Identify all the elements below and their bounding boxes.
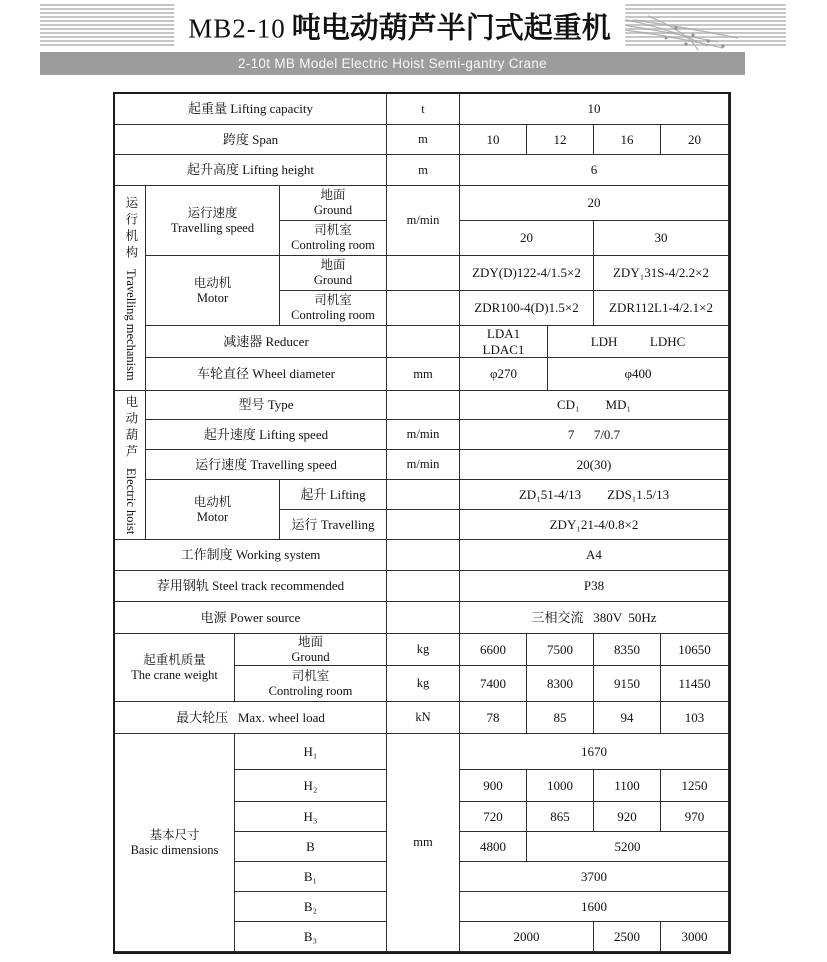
crane-weight-label-en: The crane weight — [131, 667, 218, 682]
crane-weight-ground-value-1: 6600 — [460, 634, 527, 666]
crane-weight-ground-label — [235, 634, 387, 666]
wheel-diameter-label: 车轮直径 Wheel diameter — [146, 358, 387, 391]
crane-weight-room-unit: kg — [387, 666, 460, 702]
crane-weight-ground-unit: kg — [387, 634, 460, 666]
hoist-lifting-speed-value: 7 7/0.7 — [460, 420, 729, 450]
power-source-label: 电源 Power source — [115, 602, 387, 634]
travel-motor-ground-value-right: ZDY₁31S-4/2.2×2 — [594, 256, 729, 291]
travelling-speed-room-label — [280, 221, 387, 256]
max-wheel-load-value-2: 85 — [527, 702, 594, 734]
ground-label-cn: 地面 — [297, 634, 323, 649]
travel-motor-label-cn: 电动机 — [193, 275, 232, 290]
span-label: 跨度 Span — [115, 125, 387, 155]
dim-b-value-right: 5200 — [527, 832, 729, 862]
ground-label-en: Ground — [291, 649, 330, 664]
ground-label-en: Ground — [313, 273, 353, 287]
span-value-12: 12 — [527, 125, 594, 155]
max-wheel-load-value-3: 94 — [594, 702, 661, 734]
wheel-diameter-value-right: φ400 — [548, 358, 729, 391]
reducer-value-left: LDA1 LDAC1 — [460, 326, 548, 358]
title-chinese-text: 吨电动葫芦半门式起重机 — [291, 12, 611, 45]
dim-h1-value: 1670 — [460, 734, 729, 770]
crane-weight-room-value-4: 11450 — [661, 666, 729, 702]
hoist-travelling-speed-unit: m/min — [387, 450, 460, 480]
travel-motor-room-label — [280, 291, 387, 326]
dim-b1-value: 3700 — [460, 862, 729, 892]
dim-h3-value-1: 720 — [460, 802, 527, 832]
travelling-speed-ground-value: 20 — [460, 186, 729, 221]
travelling-speed-label-en: Travelling speed — [170, 220, 255, 235]
hoist-lifting-speed-unit: m/min — [387, 420, 460, 450]
travel-motor-ground-label — [280, 256, 387, 291]
header-stripe-band — [40, 4, 786, 48]
ground-label-cn: 地面 — [320, 188, 346, 203]
hoist-type-label: 型号 Type — [146, 391, 387, 420]
section-electric-hoist — [115, 391, 146, 540]
crane-weight-room-value-2: 8300 — [527, 666, 594, 702]
dim-h2-value-4: 1250 — [661, 770, 729, 802]
travelling-speed-label — [146, 186, 280, 256]
lifting-height-unit: m — [387, 155, 460, 186]
wheel-diameter-value-left: φ270 — [460, 358, 548, 391]
hoist-motor-label — [146, 480, 280, 540]
hoist-motor-travelling-value: ZDY₁21-4/0.8×2 — [460, 510, 729, 540]
hoist-motor-label-en: Motor — [196, 509, 229, 524]
travel-motor-label — [146, 256, 280, 326]
ground-label-en: Ground — [313, 203, 353, 217]
travelling-speed-label-cn: 运行速度 — [187, 205, 238, 220]
crane-weight-label-cn: 起重机质量 — [143, 652, 206, 667]
dim-b3-value-left: 2000 — [460, 922, 594, 952]
power-source-unit — [387, 602, 460, 634]
dim-b3-value-mid: 2500 — [594, 922, 661, 952]
crane-weight-ground-value-4: 10650 — [661, 634, 729, 666]
steel-track-unit — [387, 571, 460, 602]
controling-room-label-en: Controling room — [268, 683, 353, 698]
power-source-value: 三相交流 380V 50Hz — [460, 602, 729, 634]
crane-weight-ground-value-2: 7500 — [527, 634, 594, 666]
travelling-speed-room-value-left: 20 — [460, 221, 594, 256]
travel-motor-ground-unit — [387, 256, 460, 291]
hoist-motor-label-cn: 电动机 — [193, 494, 232, 509]
crane-weight-ground-value-3: 8350 — [594, 634, 661, 666]
working-system-value: A4 — [460, 540, 729, 571]
crane-weight-label — [115, 634, 235, 702]
section-travelling-mechanism-en: Travelling mechanism — [123, 268, 138, 381]
travel-motor-room-value-right: ZDR112L1-4/2.1×2 — [594, 291, 729, 326]
lifting-capacity-unit: t — [387, 94, 460, 125]
hoist-travelling-speed-value: 20(30) — [460, 450, 729, 480]
span-unit: m — [387, 125, 460, 155]
subtitle-bar — [40, 52, 745, 75]
hoist-motor-lifting-label: 起升 Lifting — [280, 480, 387, 510]
dim-b2-value: 1600 — [460, 892, 729, 922]
dim-b-value-left: 4800 — [460, 832, 527, 862]
hoist-travelling-speed-label: 运行速度 Travelling speed — [146, 450, 387, 480]
hoist-lifting-speed-label: 起升速度 Lifting speed — [146, 420, 387, 450]
hoist-motor-travelling-unit — [387, 510, 460, 540]
travelling-speed-unit: m/min — [387, 186, 460, 256]
steel-track-label: 荐用钢轨 Steel track recommended — [115, 571, 387, 602]
crane-weight-room-label — [235, 666, 387, 702]
dim-b1-label: B₁ — [235, 862, 387, 892]
controling-room-label-cn: 司机室 — [291, 668, 330, 683]
travel-motor-ground-value-left: ZDY(D)122-4/1.5×2 — [460, 256, 594, 291]
dim-b3-value-right: 3000 — [661, 922, 729, 952]
max-wheel-load-value-1: 78 — [460, 702, 527, 734]
dim-b3-label: B₃ — [235, 922, 387, 952]
travel-motor-room-unit — [387, 291, 460, 326]
controling-room-label-en: Controling room — [291, 238, 375, 252]
reducer-label: 减速器 Reducer — [146, 326, 387, 358]
basic-dimensions-unit: mm — [387, 734, 460, 952]
max-wheel-load-unit: kN — [387, 702, 460, 734]
controling-room-label-cn: 司机室 — [314, 223, 352, 238]
lifting-capacity-label: 起重量 Lifting capacity — [115, 94, 387, 125]
wheel-diameter-unit: mm — [387, 358, 460, 391]
section-electric-hoist-en: Electric hoist — [123, 468, 138, 535]
dim-h1-label: H₁ — [235, 734, 387, 770]
basic-dimensions-label-cn: 基本尺寸 — [149, 827, 200, 842]
basic-dimensions-label — [115, 734, 235, 952]
dim-h2-value-3: 1100 — [594, 770, 661, 802]
dim-b2-label: B₂ — [235, 892, 387, 922]
lifting-height-label: 起升高度 Lifting height — [115, 155, 387, 186]
dim-h2-value-2: 1000 — [527, 770, 594, 802]
reducer-unit — [387, 326, 460, 358]
spec-table — [113, 92, 731, 954]
title-model-text: MB2-10 — [188, 13, 286, 44]
section-travelling-mechanism — [115, 186, 146, 391]
dim-h2-label: H₂ — [235, 770, 387, 802]
hoist-motor-lifting-unit — [387, 480, 460, 510]
crane-weight-room-value-1: 7400 — [460, 666, 527, 702]
span-value-10: 10 — [460, 125, 527, 155]
dim-h3-value-2: 865 — [527, 802, 594, 832]
travel-motor-room-value-left: ZDR100-4(D)1.5×2 — [460, 291, 594, 326]
span-value-16: 16 — [594, 125, 661, 155]
working-system-label: 工作制度 Working system — [115, 540, 387, 571]
span-value-20: 20 — [661, 125, 729, 155]
section-electric-hoist-cn: 电动葫芦 — [123, 395, 138, 462]
travelling-speed-ground-label — [280, 186, 387, 221]
hoist-motor-travelling-label: 运行 Travelling — [280, 510, 387, 540]
page-title — [174, 4, 625, 49]
max-wheel-load-value-4: 103 — [661, 702, 729, 734]
section-travelling-mechanism-cn: 运行机构 — [123, 195, 138, 262]
subtitle-text: 2-10t MB Model Electric Hoist Semi-gantry Crane — [238, 56, 547, 71]
controling-room-label-en: Controling room — [291, 308, 375, 322]
dim-h3-value-3: 920 — [594, 802, 661, 832]
ground-label-cn: 地面 — [320, 258, 346, 273]
hoist-motor-lifting-value: ZD₁51-4/13 ZDS₁1.5/13 — [460, 480, 729, 510]
max-wheel-load-label: 最大轮压 Max. wheel load — [115, 702, 387, 734]
basic-dimensions-label-en: Basic dimensions — [130, 842, 219, 857]
reducer-value-right: LDH LDHC — [548, 326, 729, 358]
hoist-type-value: CD₁ MD₁ — [460, 391, 729, 420]
dim-h3-value-4: 970 — [661, 802, 729, 832]
lifting-capacity-value: 10 — [460, 94, 729, 125]
hoist-type-unit — [387, 391, 460, 420]
travelling-speed-room-value-right: 30 — [594, 221, 729, 256]
steel-track-value: P38 — [460, 571, 729, 602]
dim-h2-value-1: 900 — [460, 770, 527, 802]
lifting-height-value: 6 — [460, 155, 729, 186]
crane-weight-room-value-3: 9150 — [594, 666, 661, 702]
controling-room-label-cn: 司机室 — [314, 293, 352, 308]
dim-h3-label: H₃ — [235, 802, 387, 832]
dim-b-label: B — [235, 832, 387, 862]
working-system-unit — [387, 540, 460, 571]
travel-motor-label-en: Motor — [196, 290, 229, 305]
